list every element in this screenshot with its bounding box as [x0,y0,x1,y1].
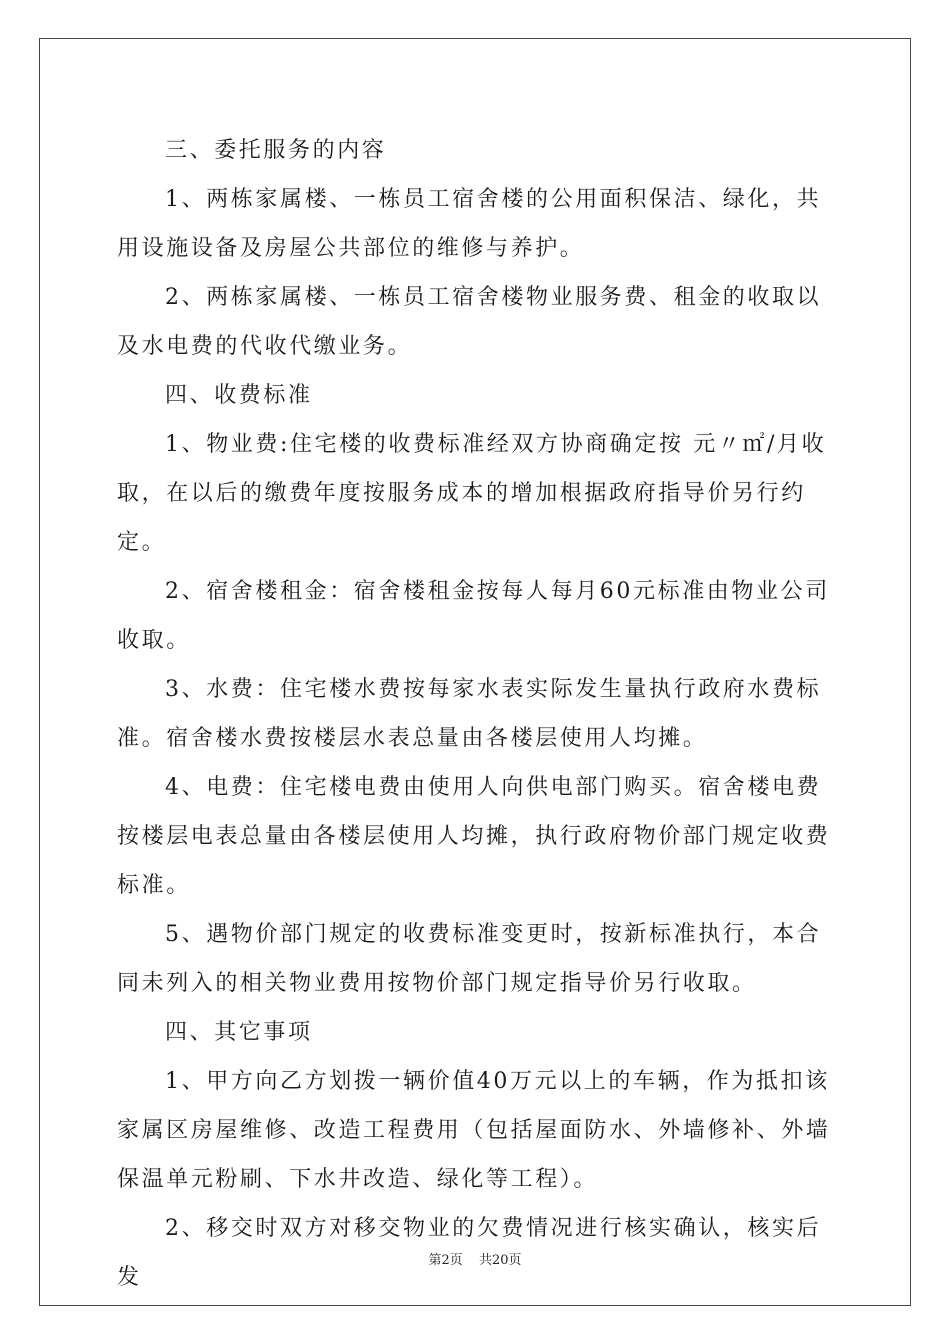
page-footer [0,1249,950,1268]
section-heading-other-matters: 四、其它事项 [165,1020,313,1045]
paragraph-item: 2、宿舍楼租金：宿舍楼租金按每人每月60元标准由物业公司收取。 [117,579,830,653]
paragraph-item: 2、两栋家属楼、一栋员工宿舍楼物业服务费、租金的收取以及水电费的代收代缴业务。 [117,285,822,359]
section-heading-entrusted-services: 三、委托服务的内容 [165,138,387,163]
paragraph-item: 2、移交时双方对移交物业的欠费情况进行核实确认，核实后发 [117,1216,822,1290]
section-heading-fee-standards: 四、收费标准 [165,383,313,408]
page-number-current: 第2页 [428,1253,463,1268]
paragraph-item: 1、甲方向乙方划拨一辆价值40万元以上的车辆，作为抵扣该家属区房屋维修、改造工程费用（包括屋面防水、外墙修补、外墙保温单元粉刷、下水井改造、绿化等工程）。 [117,1069,831,1192]
paragraph-item: 5、遇物价部门规定的收费标准变更时，按新标准执行，本合同未列入的相关物业费用按物价部门规定指导价另行收取。 [117,922,822,996]
paragraph-item: 3、水费：住宅楼水费按每家水表实际发生量执行政府水费标准。宿舍楼水费按楼层水表总量由各楼层使用人均摊。 [117,677,822,751]
paragraph-item: 4、电费：住宅楼电费由使用人向供电部门购买。宿舍楼电费按楼层电表总量由各楼层使用人均摊，执行政府物价部门规定收费标准。 [117,775,831,898]
paragraph-item: 1、两栋家属楼、一栋员工宿舍楼的公用面积保洁、绿化，共用设施设备及房屋公共部位的维修与养护。 [117,187,822,261]
document-body [117,126,837,1302]
page-number-total: 共20页 [478,1253,522,1268]
paragraph-item: 1、物业费:住宅楼的收费标准经双方协商确定按 元〃㎡/月收取，在以后的缴费年度按服务成本的增加根据政府指导价另行约定。 [117,432,827,555]
